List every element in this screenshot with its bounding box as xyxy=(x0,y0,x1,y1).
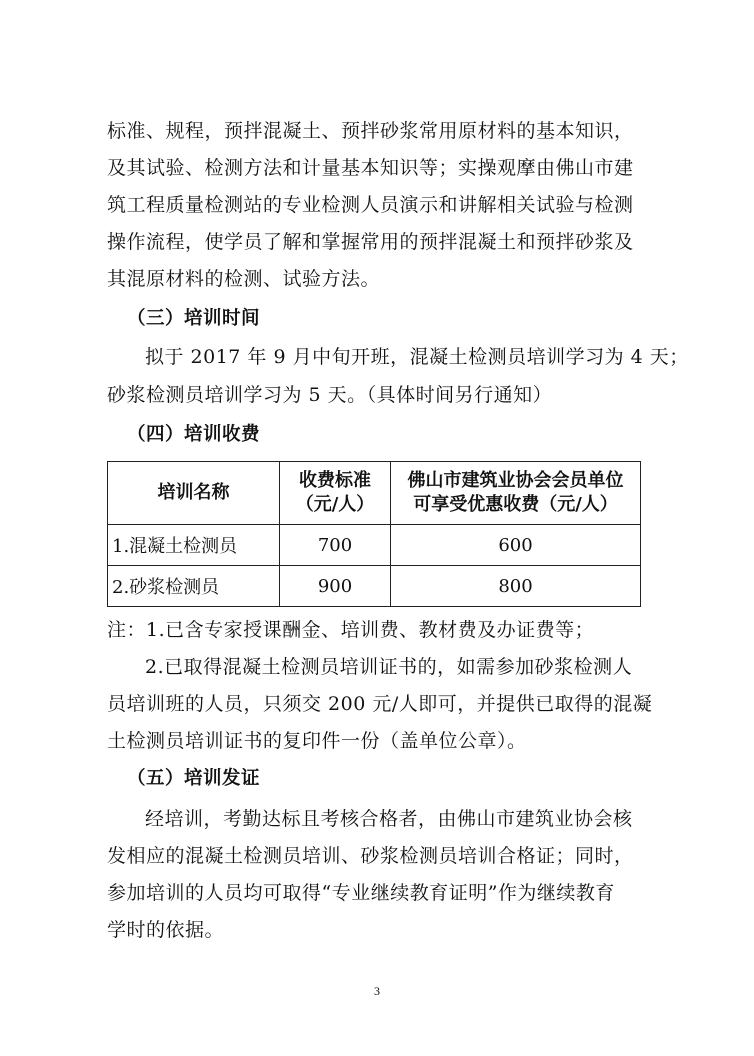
header-standard-fee xyxy=(280,462,391,525)
fee-table xyxy=(107,461,641,607)
row2-member-fee: 800 xyxy=(391,566,641,607)
note-2-line-2: 员培训班的人员，只须交 200 元/人即可，并提供已取得的混凝 xyxy=(107,693,653,715)
para1-line-5: 其混原材料的检测、试验方法。 xyxy=(107,268,381,290)
para1-line-1: 标准、规程，预拌混凝土、预拌砂浆常用原材料的基本知识， xyxy=(107,120,634,142)
note-2-line-3: 土检测员培训证书的复印件一份（盖单位公章）。 xyxy=(107,730,527,752)
header-member-fee-line1: 佛山市建筑业协会会员单位 xyxy=(407,470,624,491)
header-member-fee-line2: 可享受优惠收费（元/人） xyxy=(413,494,618,515)
header-standard-fee-line1: 收费标准 xyxy=(299,470,371,491)
page-number: 3 xyxy=(374,984,380,998)
table-row xyxy=(108,566,641,607)
section3-line-2: 砂浆检测员培训学习为 5 天。（具体时间另行通知） xyxy=(107,384,553,406)
section3-heading: （三）培训时间 xyxy=(127,308,261,329)
note-1: 注：1.已含专家授课酬金、培训费、教材费及办证费等； xyxy=(107,619,595,641)
note-2-line-1: 2.已取得混凝土检测员培训证书的，如需参加砂浆检测人 xyxy=(145,656,633,678)
section5-line-3: 参加培训的人员均可取得“专业继续教育证明”作为继续教育 xyxy=(107,882,615,904)
row2-course: 2.砂浆检测员 xyxy=(108,566,280,607)
row1-standard-fee: 700 xyxy=(280,525,391,566)
fee-table-header-row xyxy=(108,462,641,525)
row1-member-fee: 600 xyxy=(391,525,641,566)
section5-line-1: 经培训，考勤达标且考核合格者，由佛山市建筑业协会核 xyxy=(145,808,633,830)
header-member-fee xyxy=(391,462,641,525)
section5-line-4: 学时的依据。 xyxy=(107,919,225,941)
row2-standard-fee: 900 xyxy=(280,566,391,607)
section3-line-1: 拟于 2017 年 9 月中旬开班，混凝土检测员培训学习为 4 天； xyxy=(145,346,689,368)
para1-line-2: 及其试验、检测方法和计量基本知识等；实操观摩由佛山市建 xyxy=(107,157,634,179)
header-course-name xyxy=(108,462,280,525)
header-course-name-text: 培训名称 xyxy=(157,482,230,503)
row1-course: 1.混凝土检测员 xyxy=(108,525,280,566)
table-row xyxy=(108,525,641,566)
header-standard-fee-line2: （元/人） xyxy=(295,494,375,515)
section4-heading: （四）培训收费 xyxy=(127,424,261,445)
para1-line-4: 操作流程，使学员了解和掌握常用的预拌混凝土和预拌砂浆及 xyxy=(107,231,634,253)
section5-line-2: 发相应的混凝土检测员培训、砂浆检测员培训合格证；同时， xyxy=(107,845,634,867)
section5-heading: （五）培训发证 xyxy=(127,768,261,789)
para1-line-3: 筑工程质量检测站的专业检测人员演示和讲解相关试验与检测 xyxy=(107,194,634,216)
